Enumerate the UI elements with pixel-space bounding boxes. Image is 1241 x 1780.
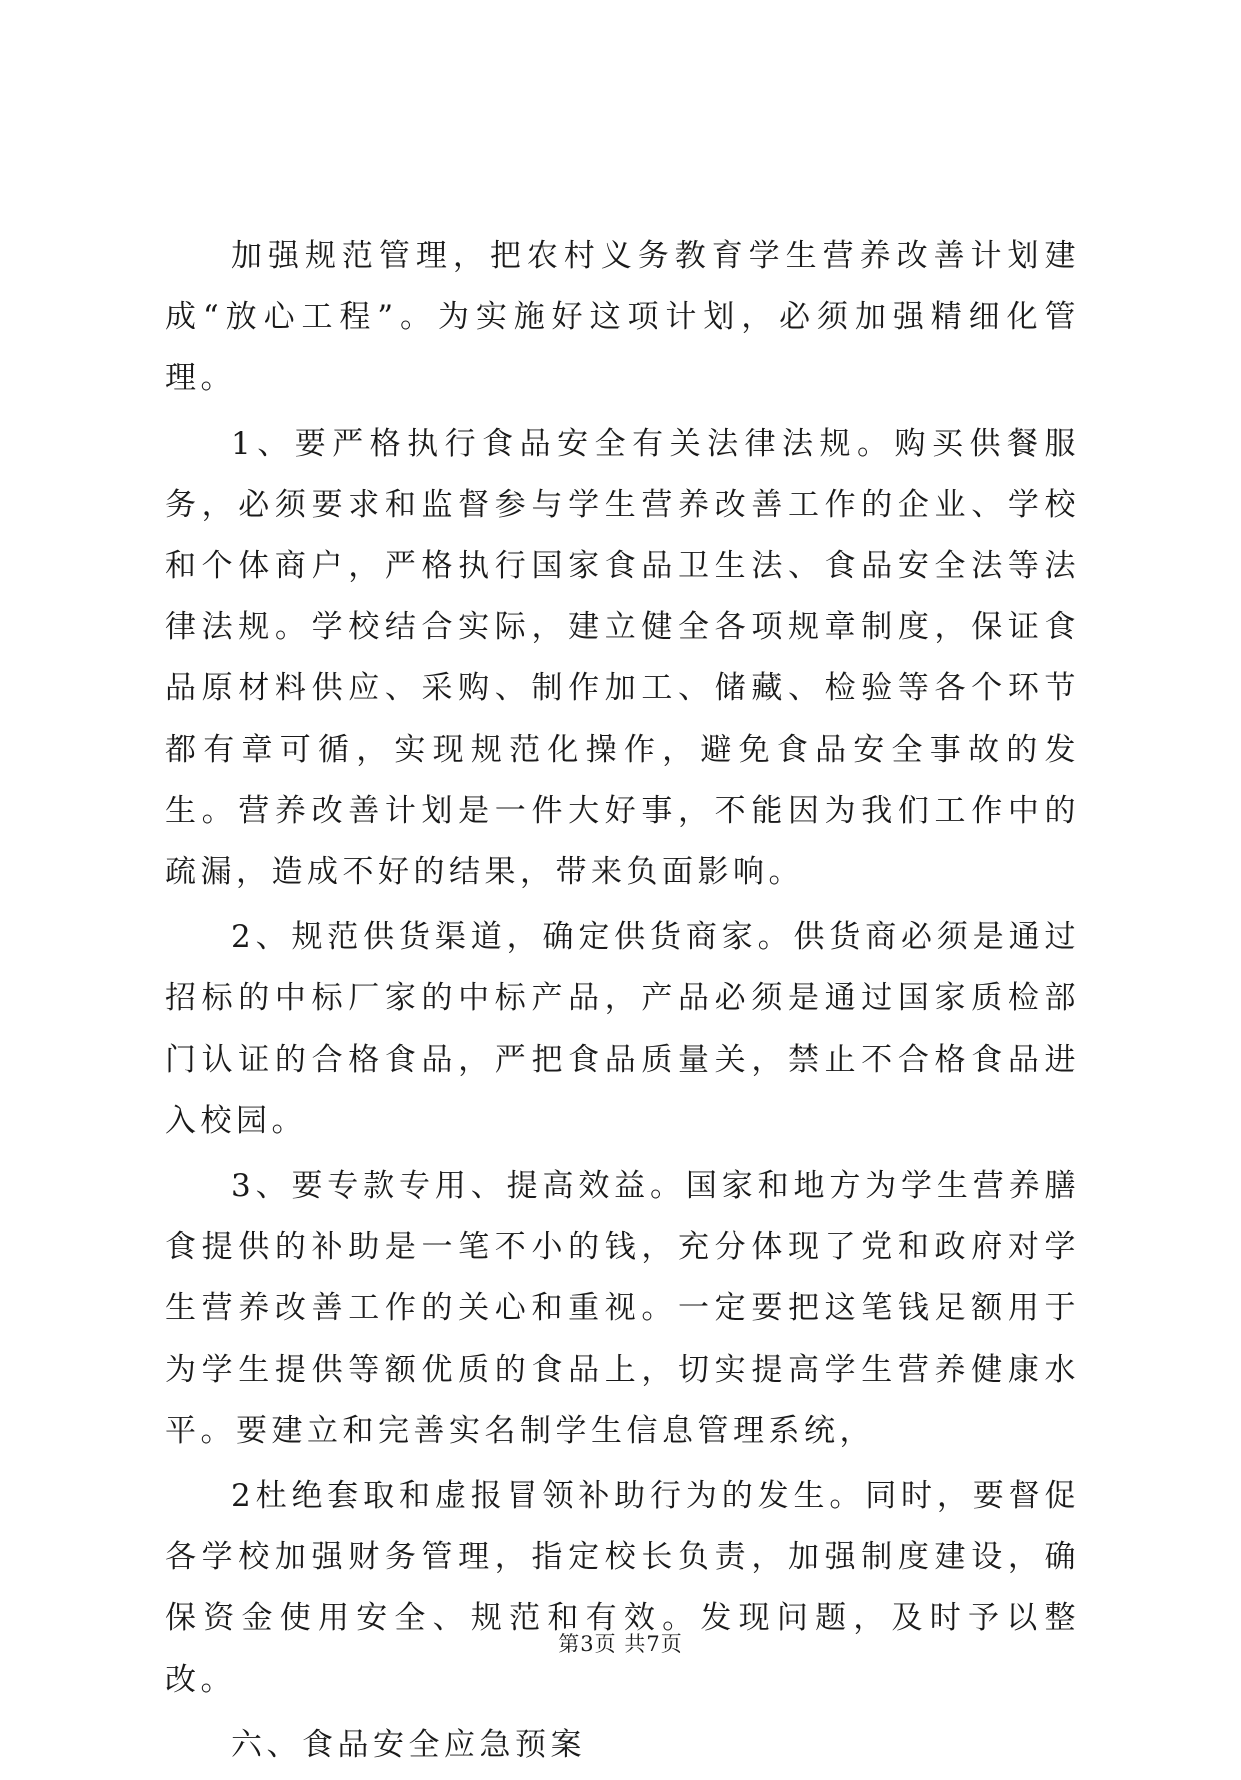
paragraph-item-1: 1、要严格执行食品安全有关法律法规。购买供餐服务，必须要求和监督参与学生营养改善工作的企业、学校和个体商户，严格执行国家食品卫生法、食品安全法等法律法规。学校结合实际，建立健全各项规章制度，保证食品原材料供应、采购、制作加工、储藏、检验等各个环节都有章可循，实现规范化操作，避免食品安全事故的发生。营养改善计划是一件大好事，不能因为我们工作中的疏漏，造成不好的结果，带来负面影响。 — [165, 425, 1080, 891]
document-body — [165, 226, 1080, 1780]
paragraph-item-3-continued: 2杜绝套取和虚报冒领补助行为的发生。同时，要督促各学校加强财务管理，指定校长负责，加强制度建设，确保资金使用安全、规范和有效。发现问题，及时予以整改。 — [165, 1478, 1080, 1698]
section-heading: 六、食品安全应急预案 — [231, 1726, 586, 1763]
paragraph-item-2: 2、规范供货渠道，确定供货商家。供货商必须是通过招标的中标厂家的中标产品，产品必须是通过国家质检部门认证的合格食品，严把食品质量关，禁止不合格食品进入校园。 — [165, 919, 1080, 1139]
page-number-footer: 第3页 共7页 — [558, 1632, 683, 1656]
paragraph-item-3: 3、要专款专用、提高效益。国家和地方为学生营养膳食提供的补助是一笔不小的钱，充分体现了党和政府对学生营养改善工作的关心和重视。一定要把这笔钱足额用于为学生提供等额优质的食品上，切实提高学生营养健康水平。要建立和完善实名制学生信息管理系统， — [165, 1168, 1080, 1449]
paragraph-intro: 加强规范管理，把农村义务教育学生营养改善计划建成“放心工程”。为实施好这项计划，必须加强精细化管理。 — [165, 238, 1080, 397]
